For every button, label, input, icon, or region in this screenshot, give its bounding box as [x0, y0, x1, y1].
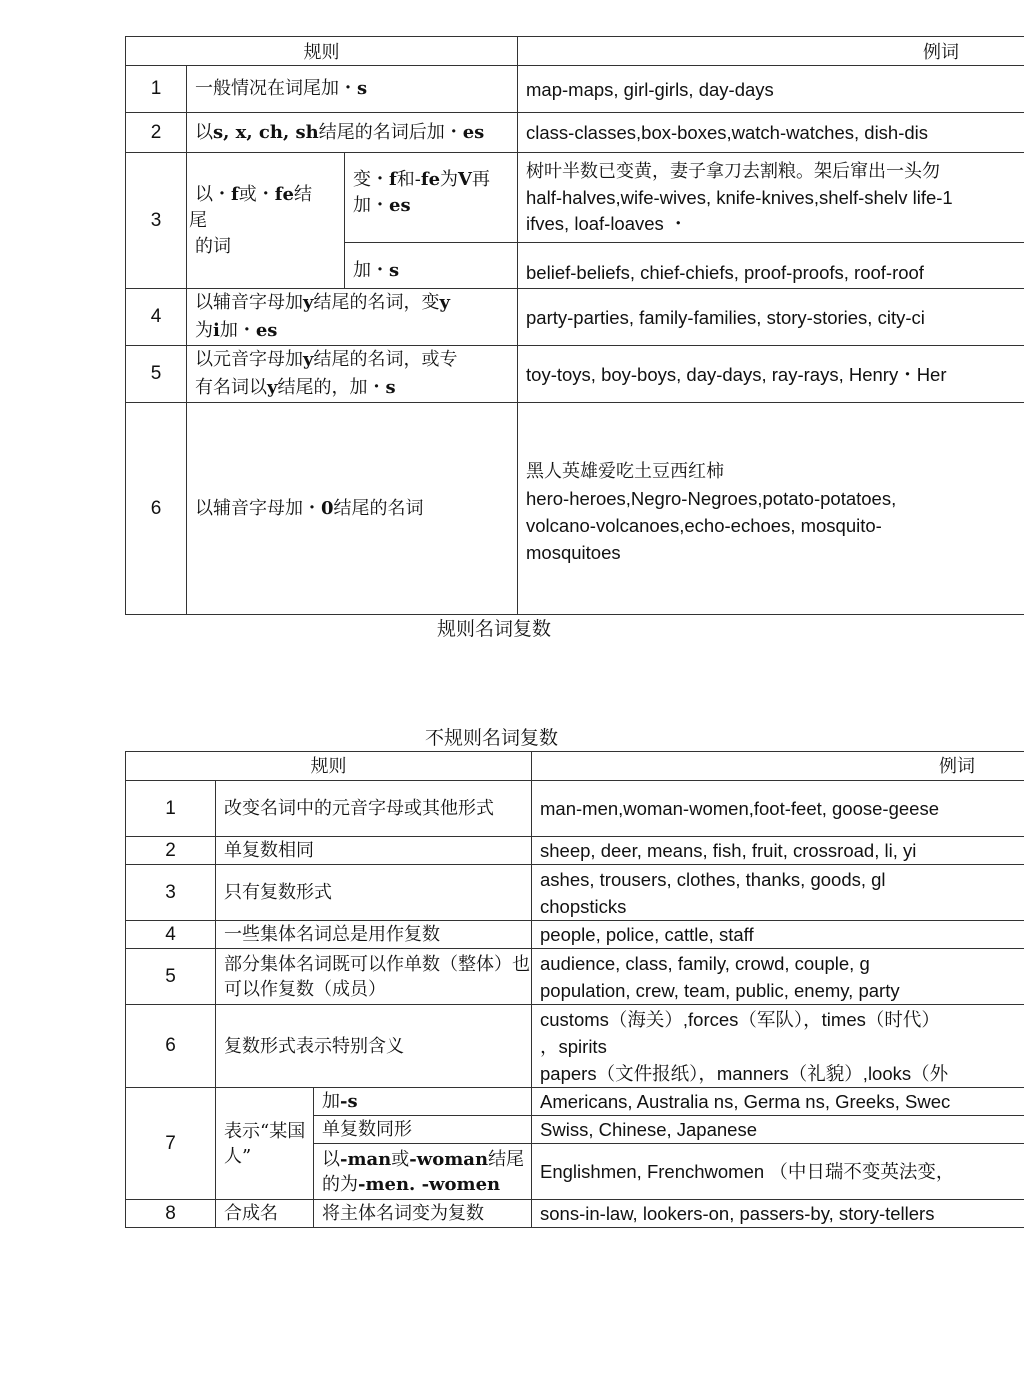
- example-cell: belief-beliefs, chief-chiefs, proof-proofs, roof-roof: [518, 243, 1024, 289]
- table-row: [126, 289, 1024, 346]
- example-cell: class-classes,box-boxes,watch-watches, dish-dis: [518, 113, 1024, 153]
- table-row: [126, 1088, 1024, 1116]
- example-cell: map-maps, girl-girls, day-days: [518, 66, 1024, 113]
- table-row: [126, 113, 1024, 153]
- example-cell: people, police, cattle, staff: [532, 921, 1024, 949]
- table-header: [126, 37, 1024, 66]
- example-cell: toy-toys, boy-boys, day-days, ray-rays, Henry・Her: [518, 346, 1024, 403]
- header-rule: 规则: [126, 37, 518, 66]
- table-row: [126, 66, 1024, 113]
- regular-table-caption: 规则名词复数: [437, 618, 552, 640]
- rule-cell: 以辅音字母加・0结尾的名词: [187, 403, 518, 615]
- rule-cell: 复数形式表示特别含义: [216, 1005, 532, 1088]
- row-number: 7: [126, 1088, 216, 1200]
- example-cell: Swiss, Chinese, Japanese: [532, 1116, 1024, 1144]
- example-cell: 树叶半数已变黄，妻子拿刀去割粮。架后窜出一头勿 half-halves,wife-wives, knife-knives,shelf-shelv life-1 ifves, loaf-loaves ・: [518, 153, 1024, 243]
- rule-cell: 一些集体名词总是用作复数: [216, 921, 532, 949]
- table-row: [126, 153, 1024, 243]
- row-number: 1: [126, 781, 216, 837]
- rule-cell: 以・f或・fe结 尾 的词: [187, 153, 345, 289]
- example-cell: Americans, Australia ns, Germa ns, Greeks, Swec: [532, 1088, 1024, 1116]
- table-row: [126, 837, 1024, 865]
- subrule-cell: 以-man或-woman结尾 的为-men. -women: [314, 1144, 532, 1200]
- rule-cell: 单复数相同: [216, 837, 532, 865]
- table-row: [126, 921, 1024, 949]
- row-number: 1: [126, 66, 187, 113]
- row-number: 4: [126, 289, 187, 346]
- row-number: 6: [126, 403, 187, 615]
- example-cell: Englishmen, Frenchwomen （中日瑞不变英法变，: [532, 1144, 1024, 1200]
- header-example: 例词: [518, 37, 1024, 66]
- row-number: 6: [126, 1005, 216, 1088]
- table-row: [126, 1005, 1024, 1088]
- header-rule: 规则: [126, 752, 532, 781]
- rule-cell: 部分集体名词既可以作单数（整体）也可以作复数（成员）: [216, 949, 532, 1005]
- row-number: 4: [126, 921, 216, 949]
- table-row: [126, 781, 1024, 837]
- example-cell: sons-in-law, lookers-on, passers-by, story-tellers: [532, 1200, 1024, 1228]
- row-number: 2: [126, 837, 216, 865]
- row-number: 3: [126, 865, 216, 921]
- row-number: 5: [126, 949, 216, 1005]
- rule-cell: 以s, x, ch, sh结尾的名词后加・es: [187, 113, 518, 153]
- header-example: 例词: [532, 752, 1024, 781]
- subrule-cell: 变・f和-fe为V再 加・es: [345, 153, 518, 243]
- subrule-cell: 加・s: [345, 243, 518, 289]
- rule-cell: 合成名: [216, 1200, 314, 1228]
- table-row: [126, 865, 1024, 921]
- irregular-plural-table: [125, 751, 1024, 1228]
- example-cell: sheep, deer, means, fish, fruit, crossroad, li, yi: [532, 837, 1024, 865]
- subrule-cell: 加-s: [314, 1088, 532, 1116]
- irregular-table-caption: 不规则名词复数: [425, 727, 559, 749]
- row-number: 2: [126, 113, 187, 153]
- example-cell: audience, class, family, crowd, couple, g population, crew, team, public, enemy, party: [532, 949, 1024, 1005]
- example-cell: man-men,woman-women,foot-feet, goose-geese: [532, 781, 1024, 837]
- example-cell: party-parties, family-families, story-stories, city-ci: [518, 289, 1024, 346]
- table-row: [126, 949, 1024, 1005]
- row-number: 8: [126, 1200, 216, 1228]
- regular-plural-table: [125, 36, 1024, 615]
- rule-cell: 以元音字母加y结尾的名词，或专 有名词以y结尾的，加・s: [187, 346, 518, 403]
- rule-cell: 一般情况在词尾加・s: [187, 66, 518, 113]
- example-cell: 黑人英雄爱吃土豆西红柿 hero-heroes,Negro-Negroes,potato-potatoes, volcano-volcanoes,echo-echoes, mosquito- mosquitoes: [518, 403, 1024, 615]
- rule-cell: 以辅音字母加y结尾的名词，变y 为i加・es: [187, 289, 518, 346]
- table-header: [126, 752, 1024, 781]
- row-number: 3: [126, 153, 187, 289]
- table-row: [126, 403, 1024, 615]
- rule-cell: 改变名词中的元音字母或其他形式: [216, 781, 532, 837]
- subrule-cell: 单复数同形: [314, 1116, 532, 1144]
- rule-cell: 只有复数形式: [216, 865, 532, 921]
- example-cell: customs（海关）,forces（军队），times（时代） ，spirits papers（文件报纸），manners（礼貌）,looks（外: [532, 1005, 1024, 1088]
- row-number: 5: [126, 346, 187, 403]
- table-row: [126, 1200, 1024, 1228]
- example-cell: ashes, trousers, clothes, thanks, goods, gl chopsticks: [532, 865, 1024, 921]
- table-row: [126, 346, 1024, 403]
- rule-cell: 表示“某国人”: [216, 1088, 314, 1200]
- subrule-cell: 将主体名词变为复数: [314, 1200, 532, 1228]
